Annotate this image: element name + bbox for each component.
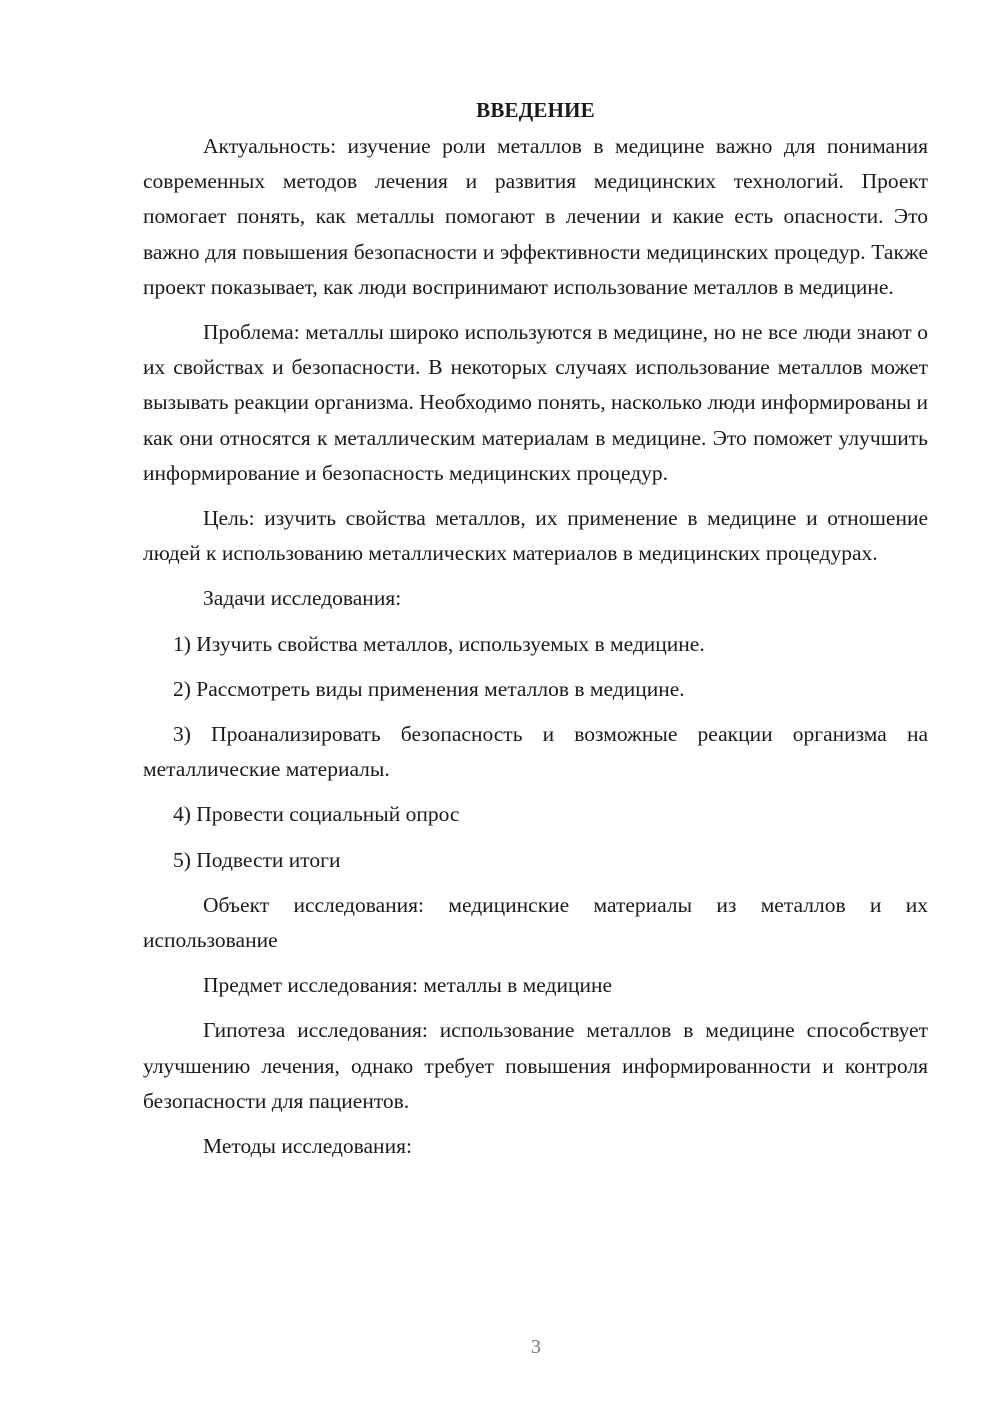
task-item-4: 4) Провести социальный опрос	[173, 802, 460, 827]
paragraph-goal: Цель: изучить свойства металлов, их применение в медицине и отношение людей к использованию металлических материалов в медицинских процедурах.	[143, 506, 928, 566]
task-item-5: 5) Подвести итоги	[173, 847, 341, 872]
document-page	[143, 95, 928, 1174]
paragraph-object: Объект исследования: медицинские материалы из металлов и их использование	[143, 892, 928, 953]
task-item-1: 1) Изучить свойства металлов, используемых в медицине.	[173, 631, 705, 656]
paragraph-problem: Проблема: металлы широко используются в медицине, но не все люди знают о их свойствах и безопасности. В некоторых случаях использование металлов может вызывать реакции организма. Необходимо понять, насколько люди информированы и как они относятся к металлическим материалам в медицине. Это поможет улучшить информирование и безопасность медицинских процедур.	[143, 320, 928, 485]
section-title: ВВЕДЕНИЕ	[476, 98, 595, 122]
paragraph-subject: Предмет исследования: металлы в медицине	[203, 973, 613, 998]
page-number: 3	[531, 1336, 541, 1358]
task-item-3: 3) Проанализировать безопасность и возможные реакции организма на металлические материалы.	[143, 722, 928, 782]
paragraph-relevance: Актуальность: изучение роли металлов в медицине важно для понимания современных методов лечения и развития медицинских технологий. Проект помогает понять, как металлы помогают в лечении и какие есть опасности. Это важно для повышения безопасности и эффективности медицинских процедур. Также проект показывает, как люди воспринимают использование металлов в медицине.	[143, 134, 928, 299]
task-item-2: 2) Рассмотреть виды применения металлов в медицине.	[173, 676, 685, 701]
methods-heading: Методы исследования:	[203, 1134, 412, 1159]
paragraph-hypothesis: Гипотеза исследования: использование металлов в медицине способствует улучшению лечения, однако требует повышения информированности и контроля безопасности для пациентов.	[143, 1018, 928, 1113]
tasks-heading: Задачи исследования:	[203, 586, 402, 611]
